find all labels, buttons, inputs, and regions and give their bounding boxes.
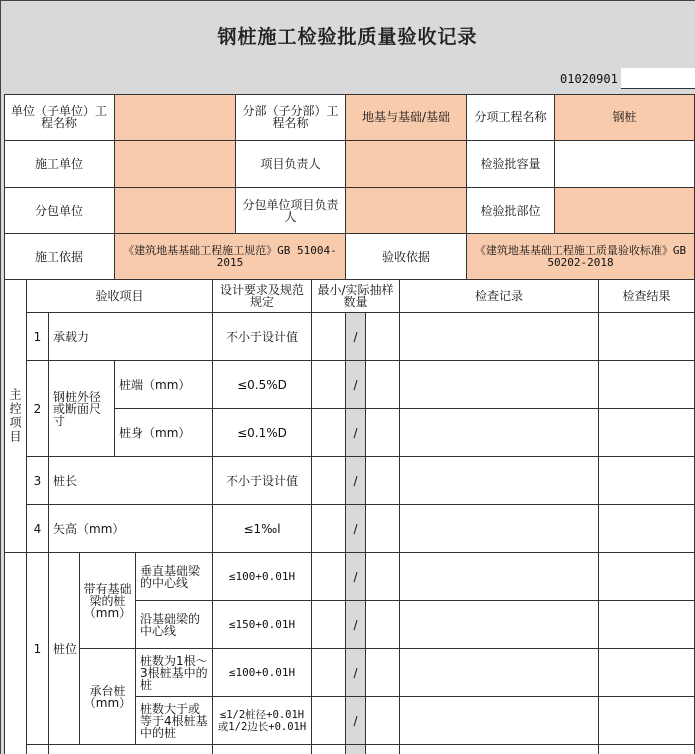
next-row-cell bbox=[213, 745, 312, 754]
min-sample-cell[interactable] bbox=[312, 649, 346, 697]
actual-sample-cell[interactable] bbox=[366, 457, 400, 505]
item-no: 4 bbox=[27, 505, 49, 553]
project-manager-field[interactable] bbox=[346, 141, 467, 188]
result-cell[interactable] bbox=[599, 361, 695, 409]
sample-slash: / bbox=[346, 409, 366, 457]
actual-sample-cell[interactable] bbox=[366, 505, 400, 553]
subcontractor-field[interactable] bbox=[115, 188, 236, 234]
item-no: 2 bbox=[27, 361, 49, 457]
record-cell[interactable] bbox=[400, 697, 599, 745]
result-cell[interactable] bbox=[599, 601, 695, 649]
min-sample-cell[interactable] bbox=[312, 697, 346, 745]
item-spec: ≤0.1%D bbox=[213, 409, 312, 457]
col-sample-header: 最小/实际抽样数量 bbox=[312, 280, 400, 313]
record-cell[interactable] bbox=[400, 361, 599, 409]
form-code: 01020901 bbox=[560, 72, 618, 86]
unit-name-field[interactable] bbox=[115, 94, 236, 141]
general-row-desc: 桩数大于或等于4根桩基中的桩 bbox=[136, 697, 213, 745]
batch-capacity-field[interactable] bbox=[555, 141, 695, 188]
col-result-header: 检查结果 bbox=[599, 280, 695, 313]
result-cell[interactable] bbox=[599, 313, 695, 361]
subitem-name-field[interactable]: 钢桩 bbox=[555, 94, 695, 141]
sub-pm-field[interactable] bbox=[346, 188, 467, 234]
next-row-cell bbox=[366, 745, 400, 754]
result-cell[interactable] bbox=[599, 409, 695, 457]
result-cell[interactable] bbox=[599, 649, 695, 697]
acceptance-basis-label: 验收依据 bbox=[346, 234, 467, 280]
batch-part-field[interactable] bbox=[555, 188, 695, 234]
acceptance-basis-field[interactable]: 《建筑地基基础工程施工质量验收标准》GB 50202-2018 bbox=[467, 234, 695, 280]
min-sample-cell[interactable] bbox=[312, 313, 346, 361]
actual-sample-cell[interactable] bbox=[366, 361, 400, 409]
construction-basis-field[interactable]: 《建筑地基基础工程施工规范》GB 51004-2015 bbox=[115, 234, 346, 280]
record-cell[interactable] bbox=[400, 553, 599, 601]
sample-slash: / bbox=[346, 457, 366, 505]
record-cell[interactable] bbox=[400, 409, 599, 457]
unit-name-label: 单位（子单位）工程名称 bbox=[4, 94, 115, 141]
sample-slash: / bbox=[346, 553, 366, 601]
next-row-cell bbox=[346, 745, 366, 754]
division-name-field[interactable]: 地基与基础/基础 bbox=[346, 94, 467, 141]
general-row-spec: ≤100+0.01H bbox=[213, 553, 312, 601]
general-row-desc: 桩数为1根～3根桩基中的桩 bbox=[136, 649, 213, 697]
item-no: 1 bbox=[27, 313, 49, 361]
subcontractor-label: 分包单位 bbox=[4, 188, 115, 234]
record-cell[interactable] bbox=[400, 313, 599, 361]
item-spec: ≤0.5%D bbox=[213, 361, 312, 409]
col-design-header: 设计要求及规范规定 bbox=[213, 280, 312, 313]
batch-capacity-label: 检验批容量 bbox=[467, 141, 555, 188]
result-cell[interactable] bbox=[599, 457, 695, 505]
sample-slash: / bbox=[346, 649, 366, 697]
result-cell[interactable] bbox=[599, 553, 695, 601]
contractor-label: 施工单位 bbox=[4, 141, 115, 188]
sample-slash: / bbox=[346, 697, 366, 745]
next-row-cell bbox=[49, 745, 213, 754]
general-row-spec: ≤150+0.01H bbox=[213, 601, 312, 649]
result-cell[interactable] bbox=[599, 697, 695, 745]
item-spec: ≤1‰l bbox=[213, 505, 312, 553]
sample-slash: / bbox=[346, 313, 366, 361]
record-cell[interactable] bbox=[400, 649, 599, 697]
item-no: 3 bbox=[27, 457, 49, 505]
record-cell[interactable] bbox=[400, 505, 599, 553]
min-sample-cell[interactable] bbox=[312, 553, 346, 601]
next-row-cell bbox=[312, 745, 346, 754]
sample-slash: / bbox=[346, 505, 366, 553]
next-row-cell bbox=[599, 745, 695, 754]
actual-sample-cell[interactable] bbox=[366, 697, 400, 745]
division-name-label: 分部（子分部）工程名称 bbox=[236, 94, 346, 141]
next-row-cell bbox=[27, 745, 49, 754]
col-item-header: 验收项目 bbox=[27, 280, 213, 313]
general-row-desc: 垂直基础梁的中心线 bbox=[136, 553, 213, 601]
item-name: 承载力 bbox=[49, 313, 213, 361]
batch-part-label: 检验批部位 bbox=[467, 188, 555, 234]
min-sample-cell[interactable] bbox=[312, 361, 346, 409]
min-sample-cell[interactable] bbox=[312, 505, 346, 553]
construction-basis-label: 施工依据 bbox=[4, 234, 115, 280]
result-cell[interactable] bbox=[599, 505, 695, 553]
sheet-left-border bbox=[0, 0, 1, 754]
item-name: 钢桩外径或断面尺寸 bbox=[49, 361, 115, 457]
next-row-cell bbox=[400, 745, 599, 754]
item-sub-name: 桩端（mm） bbox=[115, 361, 213, 409]
record-cell[interactable] bbox=[400, 601, 599, 649]
project-manager-label: 项目负责人 bbox=[236, 141, 346, 188]
form-code-input[interactable] bbox=[621, 68, 695, 89]
item-name: 矢高（mm） bbox=[49, 505, 213, 553]
actual-sample-cell[interactable] bbox=[366, 409, 400, 457]
main-control-label: 主控项目 bbox=[4, 280, 27, 553]
sub-pm-label: 分包单位项目负责人 bbox=[236, 188, 346, 234]
contractor-field[interactable] bbox=[115, 141, 236, 188]
general-row-spec: ≤1/2桩径+0.01H或1/2边长+0.01H bbox=[213, 697, 312, 745]
actual-sample-cell[interactable] bbox=[366, 601, 400, 649]
general-item-no: 1 bbox=[27, 553, 49, 745]
actual-sample-cell[interactable] bbox=[366, 553, 400, 601]
general-group-cap: 承台桩（mm） bbox=[80, 649, 136, 745]
item-spec: 不小于设计值 bbox=[213, 313, 312, 361]
general-row-desc: 沿基础梁的中心线 bbox=[136, 601, 213, 649]
actual-sample-cell[interactable] bbox=[366, 649, 400, 697]
record-cell[interactable] bbox=[400, 457, 599, 505]
general-row-spec: ≤100+0.01H bbox=[213, 649, 312, 697]
general-label-cell bbox=[4, 553, 27, 754]
min-sample-cell[interactable] bbox=[312, 409, 346, 457]
min-sample-cell[interactable] bbox=[312, 457, 346, 505]
sample-slash: / bbox=[346, 361, 366, 409]
general-group-beam: 带有基础梁的桩（mm） bbox=[80, 553, 136, 649]
subitem-name-label: 分项工程名称 bbox=[467, 94, 555, 141]
item-spec: 不小于设计值 bbox=[213, 457, 312, 505]
sample-slash: / bbox=[346, 601, 366, 649]
col-record-header: 检查记录 bbox=[400, 280, 599, 313]
general-item-name: 桩位 bbox=[49, 553, 80, 745]
item-sub-name: 桩身（mm） bbox=[115, 409, 213, 457]
item-name: 桩长 bbox=[49, 457, 213, 505]
page-title: 钢桩施工检验批质量验收记录 bbox=[217, 25, 478, 48]
actual-sample-cell[interactable] bbox=[366, 313, 400, 361]
min-sample-cell[interactable] bbox=[312, 601, 346, 649]
